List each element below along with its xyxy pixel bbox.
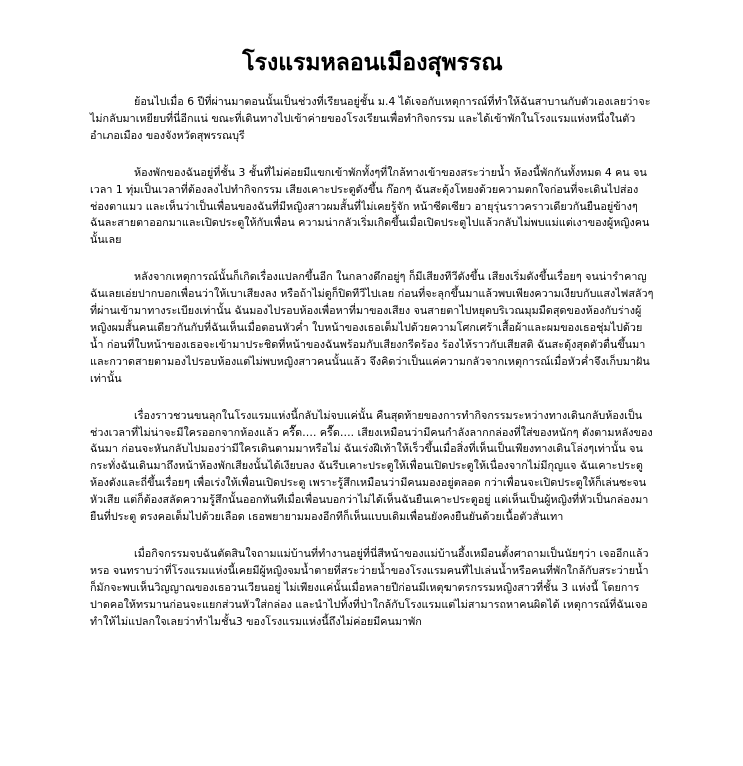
paragraph-2: ห้องพักของฉันอยู่ที่ชั้น 3 ชั้นที่ไม่ค่อยมีแขกเข้าพักทั้งๆที่ใกล้ทางเข้าของสระว่ายน้ำ ห้องนี้พักกันทั้งหมด 4 คน จนเวลา 1 ทุ่มเป็นเวลาที่ต้องลงไปทำกิจกรรม เสียงเคาะประตูดังขึ้น ก๊อกๆ ฉันสะดุ้งโหยงด้วยความตกใจก่อนที่จะเดินไปส่องช่องตาแมว และเห็นว่าเป็นเพื่อนของฉันที่มีหญิงสาวผมสั้นที่ไม่เคยรู้จัก หน้าซีดเซียว อายุรุ่นราวคราวเดียวกันยืนอยู่ข้างๆ ฉันละสายตาออกมาและเปิดประตูให้กับเพื่อน ความน่ากลัวเริ่มเกิดขึ้นเมื่อเปิดประตูไปแล้วกลับไม่พบแม่แต่เงาของผู้หญิงคนนั้นเลย [90, 165, 650, 247]
paragraph-1: ย้อนไปเมื่อ 6 ปีที่ผ่านมาตอนนั้นเป็นช่วงที่เรียนอยู่ชั้น ม.4 ได้เจอกับเหตุการณ์ที่ทำให้ฉันสาบานกับตัวเองเลยว่าจะไม่กลับมาเหยียบที่นี่อีกแน่ ขณะที่เดินทางไปเข้าค่ายของโรงเรียนเพื่อทำกิจกรรม และได้เข้าพักในโรงแรมแห่งหนึ่งในตัวอำเภอเมือง ของจังหวัดสุพรรณบุรี [90, 95, 651, 142]
paragraph-4: เรื่องราวชวนขนลุกในโรงแรมแห่งนี้กลับไม่จบแค่นั้น คืนสุดท้ายของการทำกิจกรรมระหว่างทางเดินกลับห้องเป็นช่วงเวลาที่ไม่น่าจะมีใครออกจากห้องแล้ว ครื๊ด…. ครื๊ด…. เสียงเหมือนว่ามีคนกำลังลากกล่องที่ใส่ของหนักๆ ดังตามหลังของฉันมา ก่อนจะหันกลับไปมองว่ามีใครเดินตามมาหรือไม่ ฉันเร่งฝีเท้าให้เร็วขึ้นเมื่อสิ่งที่เห็นเป็นเพียงทางเดินโล่งๆเท่านั้น จนกระทั่งฉันเดินมาถึงหน้าห้องพักเสียงนั้นได้เงียบลง ฉันรีบเคาะประตูให้เพื่อนเปิดประตูให้เนื่องจากไม่มีกุญแจ ฉันเคาะประตูห้องดังและถี่ขึ้นเรื่อยๆ เพื่อเร่งให้เพื่อนเปิดประตู เพราะรู้สึกเหมือนว่ามีคนมองอยู่ตลอด กว่าเพื่อนจะเปิดประตูให้ก็เล่นซะจนหัวเสีย แต่ก็ต้องสลัดความรู้สึกนั้นออกทันทีเมื่อเพื่อนบอกว่าไม่ได้เห็นฉันยืนเคาะประตูอยู่ แต่เห็นเป็นผู้หญิงที่หัวเป็นกล่องมายืนที่ประตู ตรงคอเต็มไปด้วยเลือด เธอพยายามมองอีกทีก็เห็นแบบเดิมเพื่อนยังคงยืนยันด้วยเนื้อตัวสั่นเทา [90, 408, 653, 524]
paragraph-5: เมื่อกิจกรรมจบฉันตัดสินใจถามแม่บ้านที่ทำงานอยู่ที่นี่สีหน้าของแม่บ้านอึ้งเหมือนตั้งศาถามเป็นนัยๆว่า เจออีกแล้วหรอ จนทราบว่าที่โรงแรมแห่งนี้เคยมีผู้หญิงจมน้ำตายที่สระว่ายน้ำของโรงแรมคนที่ไปเล่นน้ำหรือคนที่พักใกล้กับสระว่ายน้ำก็มักจะพบเห็นวิญญาณของเธอวนเวียนอยู่ ไม่เพียงแค่นั้นเมื่อหลายปีก่อนมีเหตุฆาตรกรรมหญิงสาวที่ชั้น 3 แห่งนี้ โดยการปาดคอให้ทรมานก่อนจะแยกส่วนหัวใส่กล่อง และนำไปทิ้งที่ป่าใกล้กับโรงแรมแต่ไม่สามารถหาคนผิดได้ เหตุการณ์ที่ฉันเจอทำให้ไม่แปลกใจเลยว่าทำไมชั้น3 ของโรงแรมแห่งนี้ถึงไม่ค่อยมีคนมาพัก [90, 546, 649, 628]
document-title: โรงแรมหลอนเมืองสุพรรณ [242, 50, 503, 76]
paragraph-3: หลังจากเหตุการณ์นั้นก็เกิดเรื่องแปลกขึ้นอีก ในกลางดึกอยู่ๆ ก็มีเสียงทีวีดังขึ้น เสียงเริ่มดังขึ้นเรื่อยๆ จนน่ารำคาญฉันเลยเอ่ยปากบอกเพื่อนว่าให้เบาเสียงลง หรือถ้าไม่ดูก็ปิดทีวีไปเลย ก่อนที่จะลุกขึ้นมาแล้วพบเพียงความเงียบกับแสงไฟสลัวๆ ที่ผ่านเข้ามาทางระเบียงเท่านั้น ฉันมองไปรอบห้องเพื่อหาที่มาของเสียง จนสายตาไปหยุดบริเวณมุมมืดสุดของห้องกับร่างผู้หญิงผมสั้นคนเดียวกันกับที่ฉันเห็นเมื่อตอนหัวค่ำ ใบหน้าของเธอเต็มไปด้วยความโศกเศร้าเสื้อผ้าและผมของเธอชุ่มไปด้วยน้ำ ก่อนที่ใบหน้าของเธอจะเข้ามาประชิดที่หน้าของฉันพร้อมกับเสียงกรีดร้อง ร้องไห้ราวกับเสียสติ ฉันสะดุ้งสุดตัวตื่นขึ้นมาและกวาดสายตามองไปรอบห้องแต่ไม่พบหญิงสาวคนนั้นแล้ว จึงคิดว่าเป็นแค่ความกลัวจากเหตุการณ์เมื่อหัวค่ำจึงเก็บมาฝันเท่านั้น [90, 270, 654, 385]
